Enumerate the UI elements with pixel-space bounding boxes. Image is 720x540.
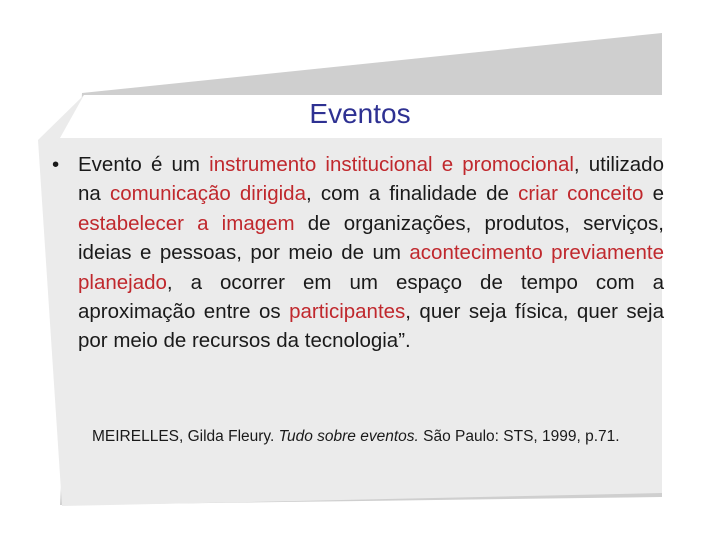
text-segment: , com a finalidade de [305, 182, 519, 206]
text-segment: , utilizado na [78, 153, 664, 206]
text-segment: Evento é um [78, 153, 210, 176]
bullet-item [52, 150, 664, 356]
text-segment: , quer seja física, quer seja por meio de recursos da tecnologia”. [78, 300, 664, 353]
citation [92, 428, 620, 446]
highlight-segment: estabelecer a imagem [78, 211, 295, 235]
highlight-segment: acontecimento previamente planejado [78, 241, 664, 294]
slide-title: Eventos [309, 98, 411, 129]
text-segment: e [643, 182, 664, 206]
citation-publisher: São Paulo: STS, 1999, p.71. [418, 428, 620, 445]
bullet-marker: • [52, 153, 60, 176]
highlight-segment: instrumento institucional e promocional [209, 153, 574, 176]
text-segment: de organizações, produtos, serviços, ideias e pessoas, por meio de um [78, 211, 665, 265]
highlight-segment: comunicação dirigida [109, 182, 306, 206]
bullet-text [78, 150, 664, 356]
text-segment: , a ocorrer em um espaço de tempo com a aproximação entre os [78, 270, 664, 324]
citation-work: Tudo sobre eventos. [278, 428, 419, 445]
citation-author: MEIRELLES, Gilda Fleury. [92, 428, 279, 445]
highlight-segment: participantes [289, 300, 406, 324]
highlight-segment: criar conceito [518, 182, 644, 206]
